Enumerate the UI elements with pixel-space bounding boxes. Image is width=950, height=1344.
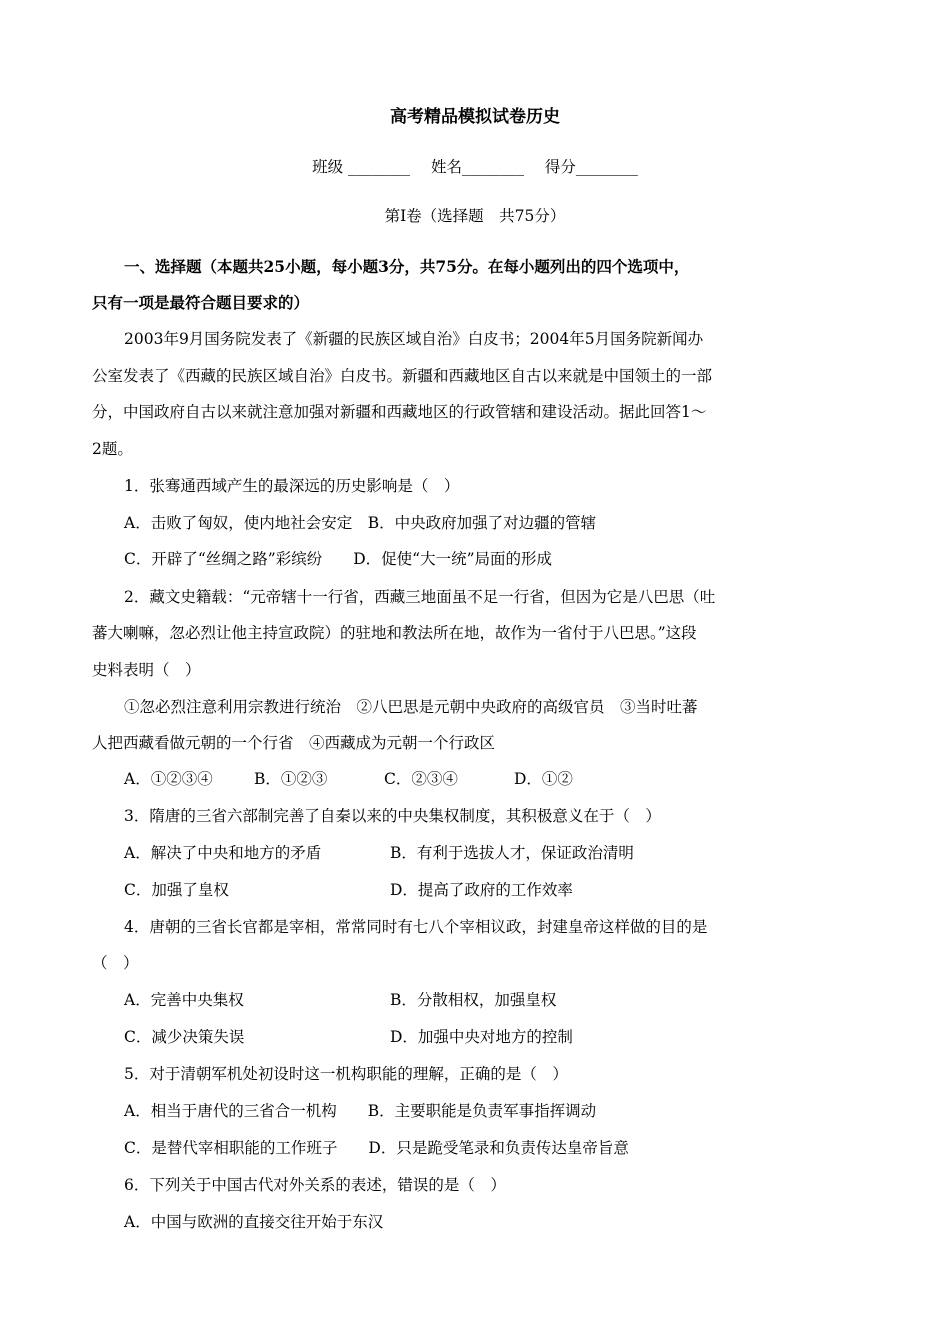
question-5-options-ab <box>124 1101 814 1121</box>
part-heading-line-1: 一、选择题（本题共25小题，每小题3分，共75分。在每小题列出的四个选项中， <box>124 257 690 276</box>
student-info-line <box>0 157 950 177</box>
part-heading-line-2: 只有一项是最符合题目要求的） <box>92 293 310 312</box>
option-a: A．相当于唐代的三省合一机构 <box>124 1102 337 1120</box>
question-3-options-ab <box>124 843 814 863</box>
option-d: D．促使“大一统”局面的形成 <box>353 550 553 568</box>
question-1-options-ab <box>124 513 814 533</box>
question-1-stem: 1．张骞通西域产生的最深远的历史影响是（ ） <box>124 477 460 495</box>
option-c: C．开辟了“丝绸之路”彩缤纷 <box>124 550 323 568</box>
option-b: B．分散相权，加强皇权 <box>390 991 557 1009</box>
question-3-options-cd <box>124 880 814 900</box>
question-2-items-line-1: ①忽必烈注意利用宗教进行统治 ②八巴思是元朝中央政府的高级官员 ③当时吐蕃 <box>124 698 698 716</box>
option-d: D．只是跪受笔录和负责传达皇帝旨意 <box>368 1139 629 1157</box>
option-b: B．中央政府加强了对边疆的管辖 <box>367 514 597 532</box>
question-4-stem-line-1: 4．唐朝的三省长官都是宰相，常常同时有七八个宰相议政，封建皇帝这样做的目的是 <box>124 918 708 936</box>
class-field: 班级 ________ <box>312 158 411 176</box>
question-2-options <box>124 769 814 789</box>
question-5-options-cd <box>124 1138 814 1158</box>
question-3-stem: 3．隋唐的三省六部制完善了自秦以来的中央集权制度，其积极意义在于（ ） <box>124 807 661 825</box>
option-a: A．完善中央集权 <box>124 991 244 1009</box>
material-line-4: 2题。 <box>92 440 133 458</box>
material-line-3: 分，中国政府自古以来就注意加强对新疆和西藏地区的行政管辖和建设活动。据此回答1～ <box>92 403 707 421</box>
question-2-stem-line-3: 史料表明（ ） <box>92 661 201 679</box>
question-6-stem: 6．下列关于中国古代对外关系的表述，错误的是（ ） <box>124 1176 506 1194</box>
material-line-1: 2003年9月国务院发表了《新疆的民族区域自治》白皮书；2004年5月国务院新闻办 <box>124 330 704 348</box>
question-2-items-line-2: 人把西藏看做元朝的一个行省 ④西藏成为元朝一个行政区 <box>92 734 496 752</box>
option-d: D．①② <box>514 770 573 788</box>
name-field: 姓名________ <box>430 158 524 176</box>
option-c: C．加强了皇权 <box>124 881 229 899</box>
option-b: B．有利于选拔人才，保证政治清明 <box>390 844 634 862</box>
question-4-options-cd <box>124 1027 814 1047</box>
question-5-stem: 5．对于清朝军机处初设时这一机构职能的理解，正确的是（ ） <box>124 1065 568 1083</box>
option-a: A．击败了匈奴，使内地社会安定 <box>124 514 353 532</box>
question-4-stem-line-2: （ ） <box>92 954 139 972</box>
option-c: C．减少决策失误 <box>124 1028 245 1046</box>
option-c: C．②③④ <box>384 770 458 788</box>
question-6-option-a: A．中国与欧洲的直接交往开始于东汉 <box>124 1213 384 1231</box>
page-title: 高考精品模拟试卷历史 <box>390 107 560 127</box>
section-title: 第Ⅰ卷（选择题 共75分） <box>384 207 566 225</box>
question-4-options-ab <box>124 990 814 1010</box>
question-2-stem-line-1: 2．藏文史籍载：“元帝辖十一行省，西藏三地面虽不足一行省，但因为它是八巴思（吐 <box>124 588 716 606</box>
option-a: A．①②③④ <box>124 770 213 788</box>
option-d: D．加强中央对地方的控制 <box>390 1028 573 1046</box>
material-line-2: 公室发表了《西藏的民族区域自治》白皮书。新疆和西藏地区自古以来就是中国领土的一部 <box>92 367 713 385</box>
option-a: A．解决了中央和地方的矛盾 <box>124 844 322 862</box>
option-c: C．是替代宰相职能的工作班子 <box>124 1139 338 1157</box>
option-b: B．①②③ <box>254 770 328 788</box>
question-2-stem-line-2: 蕃大喇嘛，忽必烈让他主持宣政院）的驻地和教法所在地，故作为一省付于八巴思。”这段 <box>92 624 697 642</box>
score-field: 得分________ <box>544 158 638 176</box>
option-d: D．提高了政府的工作效率 <box>390 881 573 899</box>
option-b: B．主要职能是负责军事指挥调动 <box>367 1102 597 1120</box>
question-1-options-cd <box>124 549 814 569</box>
